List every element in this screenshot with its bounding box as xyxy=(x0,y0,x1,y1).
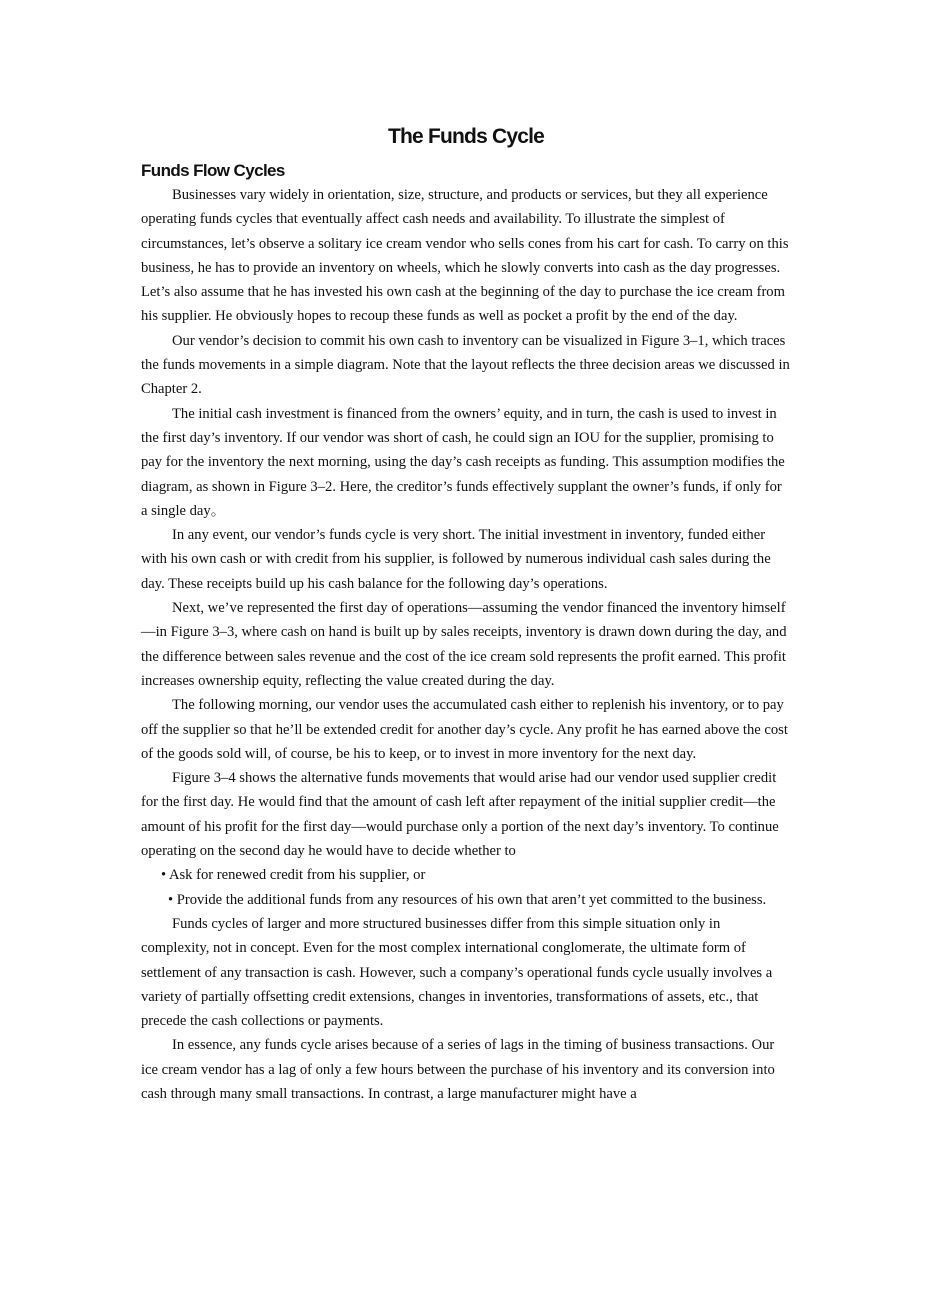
paragraph-1: Businesses vary widely in orientation, size, structure, and products or services, but they all experience operating funds cycles that eventually affect cash needs and availability. To illustrate the simplest of circumstances, let’s observe a solitary ice cream vendor who sells cones from his cart for cash. To carry on this business, he has to provide an inventory on wheels, which he slowly converts into cash as the day progresses. Let’s also assume that he has invested his own cash at the beginning of the day to purchase the ice cream from his supplier. He obviously hopes to recoup these funds as well as pocket a profit by the end of the day. xyxy=(141,187,789,325)
paragraph-7: Figure 3–4 shows the alternative funds movements that would arise had our vendor used supplier credit for the first day. He would find that the amount of cash left after repayment of the initial supplier credit—the amount of his profit for the first day—would purchase only a portion of the next day’s inventory. To continue operating on the second day he would have to decide whether to xyxy=(141,770,779,860)
document-page xyxy=(141,122,791,1106)
paragraph-5: Next, we’ve represented the first day of operations—assuming the vendor financed the inventory himself—in Figure 3–3, where cash on hand is built up by sales receipts, inventory is drawn down during the day, and the difference between sales revenue and the cost of the ice cream sold represents the profit earned. This profit increases ownership equity, reflecting the value created during the day. xyxy=(141,600,787,689)
paragraph-4: In any event, our vendor’s funds cycle is very short. The initial investment in inventory, funded either with his own cash or with credit from his supplier, is followed by numerous individual cash sales during the day. These receipts build up his cash balance for the following day’s operations. xyxy=(141,527,771,592)
paragraph-2: Our vendor’s decision to commit his own cash to inventory can be visualized in Figure 3–1, which traces the funds movements in a simple diagram. Note that the layout reflects the three decision areas we discussed in Chapter 2. xyxy=(141,332,790,398)
paragraph-8: Funds cycles of larger and more structured businesses differ from this simple situation only in complexity, not in concept. Even for the most complex international conglomerate, the ultimate form of settlement of any transaction is cash. However, such a company’s operational funds cycle usually involves a variety of partially offsetting credit extensions, changes in inventories, transformations of assets, etc., that precede the cash collections or payments. xyxy=(141,915,773,1030)
bullet-item-1: • Ask for renewed credit from his supplier, or xyxy=(161,867,426,884)
paragraph-6: The following morning, our vendor uses the accumulated cash either to replenish his inventory, or to pay off the supplier so that he’ll be extended credit for another day’s cycle. Any profit he has earned above the cost of the goods sold will, of course, be his to keep, or to invest in more inventory for the next day. xyxy=(141,697,788,762)
paragraph-3: The initial cash investment is financed from the owners’ equity, and in turn, the cash is used to invest in the first day’s inventory. If our vendor was short of cash, he could sign an IOU for the supplier, promising to pay for the inventory the next morning, using the day’s cash receipts as funding. This assumption modifies the diagram, as shown in Figure 3–2. Here, the creditor’s funds effectively supplant the owner’s funds, if only for a single day。 xyxy=(141,405,785,519)
section-heading: Funds Flow Cycles xyxy=(141,161,285,180)
document-title: The Funds Cycle xyxy=(387,125,545,148)
bullet-item-2: • Provide the additional funds from any resources of his own that aren’t yet committed to the business. xyxy=(168,891,767,908)
paragraph-9: In essence, any funds cycle arises because of a series of lags in the timing of business transactions. Our ice cream vendor has a lag of only a few hours between the purchase of his inventory and its conversion into cash through many small transactions. In contrast, a large manufacturer might have a xyxy=(141,1037,775,1102)
body-text xyxy=(141,183,791,1106)
